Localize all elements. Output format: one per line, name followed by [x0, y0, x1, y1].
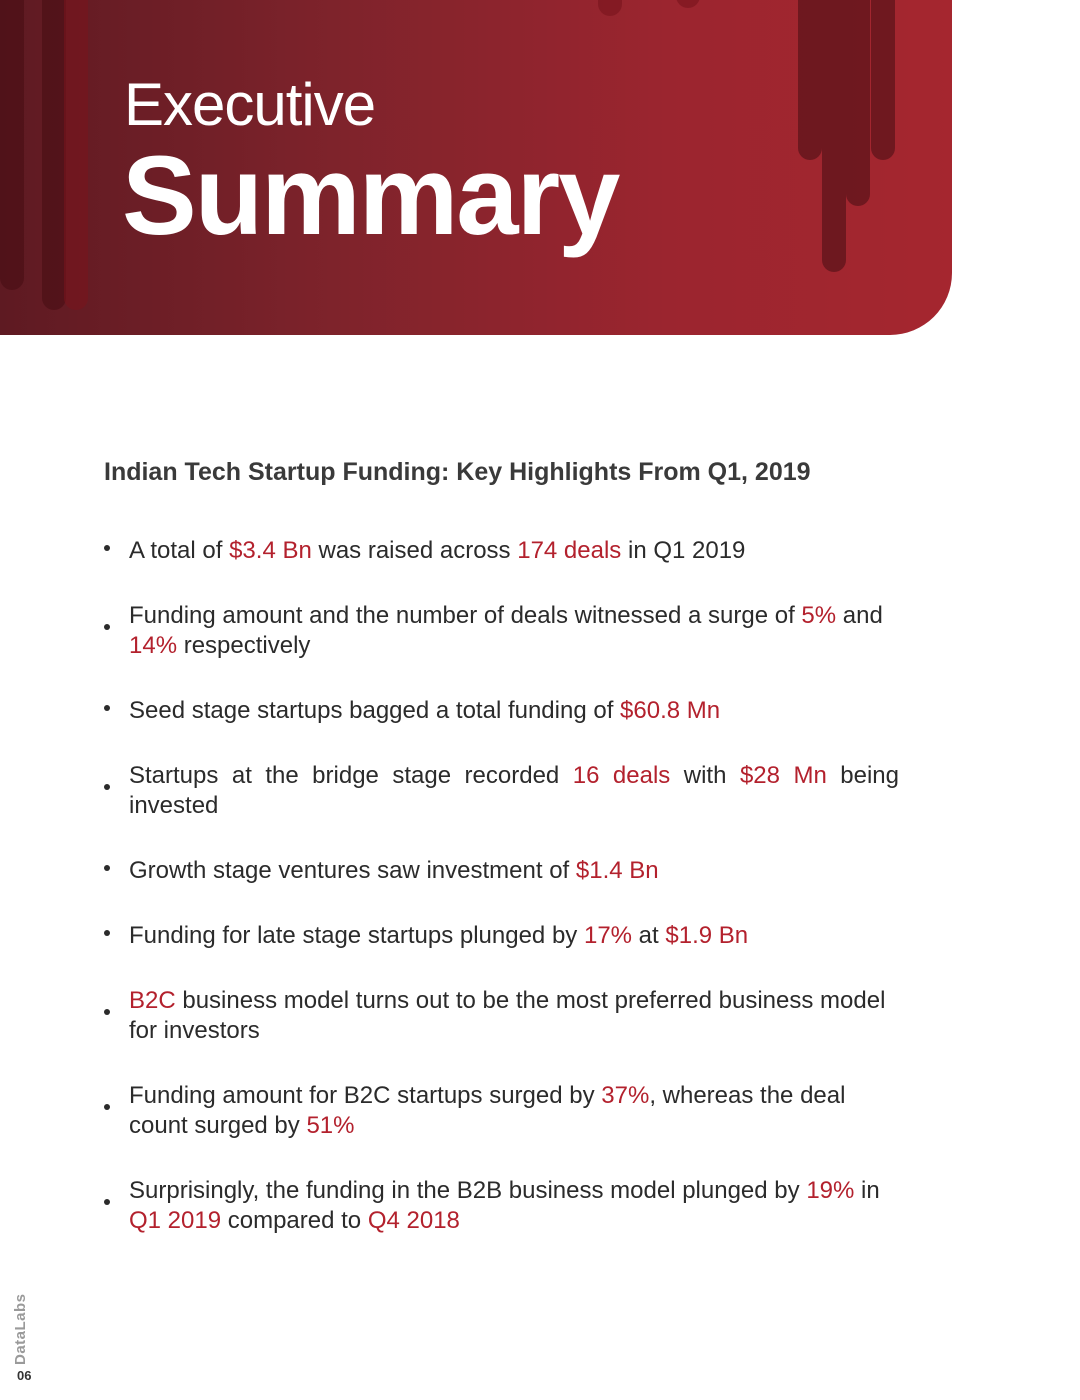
page-number: 06 — [17, 1368, 32, 1383]
header-banner — [0, 0, 952, 335]
decorative-drip — [822, 0, 846, 272]
highlight-text: Funding for late stage startups plunged by 17% at $1.9 Bn — [129, 922, 749, 949]
bullet-dot — [104, 624, 110, 630]
bullet-dot — [104, 865, 110, 871]
bullet-dot — [104, 1104, 110, 1110]
datalabs-logo: DataLabs — [12, 1293, 29, 1365]
title-executive: Executive — [124, 71, 376, 138]
title-summary: Summary — [122, 133, 619, 258]
decorative-drip — [676, 0, 700, 8]
decorative-drip — [64, 0, 88, 310]
decorative-drip — [871, 0, 895, 160]
highlight-text: A total of $3.4 Bn was raised across 174 deals in Q1 2019 — [129, 537, 746, 564]
bullet-dot — [104, 1199, 110, 1205]
highlight-text: B2C business model turns out to be the most preferred business model for investors — [129, 987, 886, 1044]
bullet-dot — [104, 705, 110, 711]
highlight-text: Startups at the bridge stage recorded 16 deals with $28 Mn being invested — [129, 762, 899, 819]
decorative-drip — [598, 0, 622, 16]
decorative-drip — [0, 0, 24, 290]
section-heading: Indian Tech Startup Funding: Key Highlights From Q1, 2019 — [104, 458, 811, 486]
highlight-text: Seed stage startups bagged a total funding of $60.8 Mn — [129, 697, 721, 724]
bullet-dot — [104, 1009, 110, 1015]
decorative-drip — [42, 0, 66, 310]
highlight-text: Surprisingly, the funding in the B2B business model plunged by 19% in Q1 2019 compared to Q4 2018 — [129, 1177, 880, 1234]
decorative-drip — [846, 0, 870, 206]
bullet-dot — [104, 545, 110, 551]
highlight-text: Funding amount for B2C startups surged by 37%, whereas the deal count surged by 51% — [129, 1082, 846, 1139]
decorative-drip — [798, 0, 822, 160]
bullet-dot — [104, 930, 110, 936]
highlight-text: Growth stage ventures saw investment of $1.4 Bn — [129, 857, 659, 884]
highlight-text: Funding amount and the number of deals witnessed a surge of 5% and 14% respectively — [129, 602, 883, 659]
bullet-dot — [104, 784, 110, 790]
